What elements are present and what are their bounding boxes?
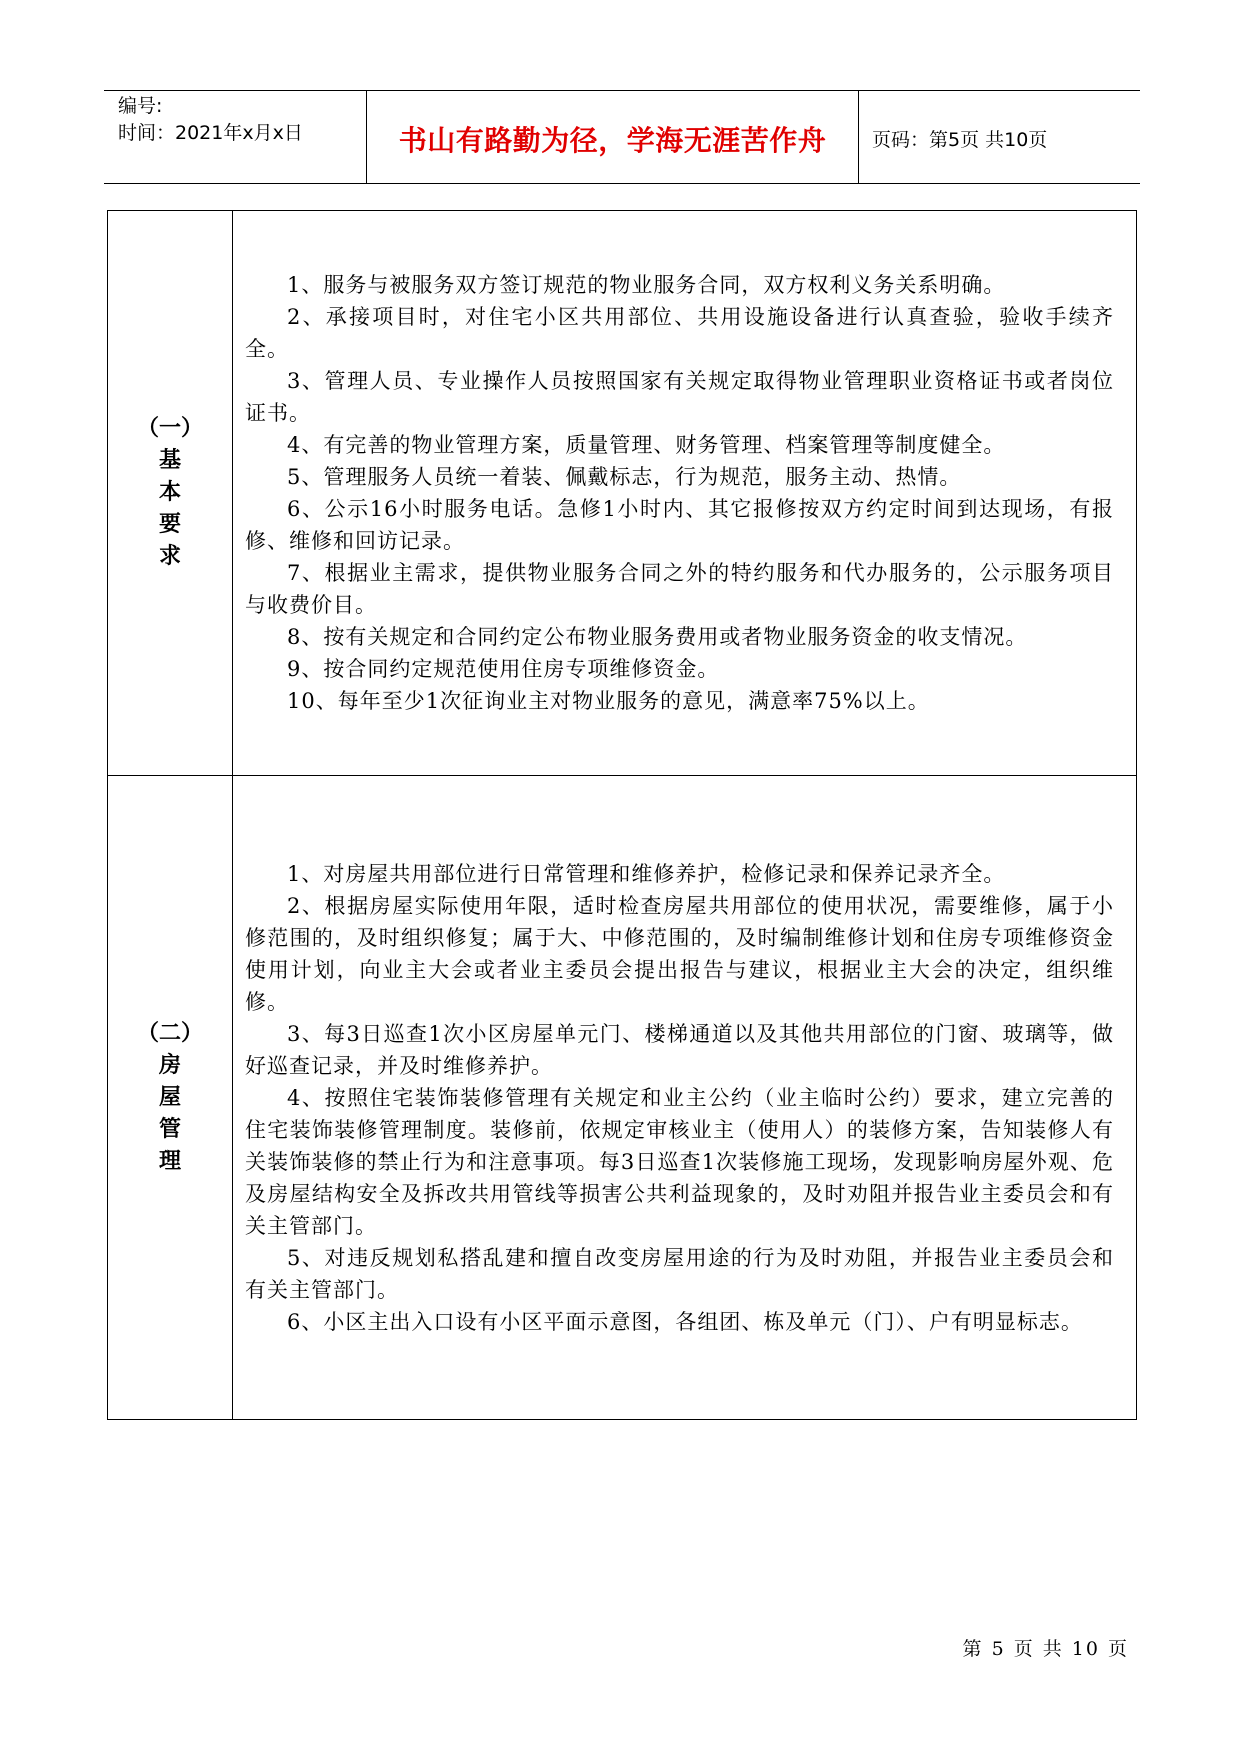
requirements-cell [233,211,1137,776]
page-footer: 第 5 页 共 10 页 [962,1638,1129,1660]
standards-table [107,210,1137,1420]
list-item: 1、对房屋共用部位进行日常管理和维修养护，检修记录和保养记录齐全。 [287,861,1006,886]
list-item: 6、小区主出入口设有小区平面示意图，各组团、栋及单元（门）、户有明显标志。 [287,1309,1083,1334]
requirements-cell [233,776,1137,1420]
document-time-label: 时间：2021年x月x日 [118,122,303,144]
requirements-list [245,858,1114,1338]
header-divider [858,91,859,183]
document-number-label: 编号: [118,95,163,117]
header-meta [118,93,303,147]
list-item: 1、服务与被服务双方签订规范的物业服务合同，双方权利义务关系明确。 [287,273,1006,297]
list-item: 6、公示16小时服务电话。急修1小时内、其它报修按双方约定时间到达现场，有报修、维修和回访记录。 [245,497,1114,553]
category-cell [108,211,233,776]
list-item: 8、按有关规定和合同约定公布物业服务费用或者物业服务资金的收支情况。 [287,625,1028,649]
list-item: 7、根据业主需求，提供物业服务合同之外的特约服务和代办服务的，公示服务项目与收费价目。 [245,561,1114,617]
category-number: （一） [136,416,203,441]
category-title: 房 屋 管 理 [158,1052,181,1174]
list-item: 3、管理人员、专业操作人员按照国家有关规定取得物业管理职业资格证书或者岗位证书。 [245,369,1114,425]
page-header [104,90,1140,184]
list-item: 4、按照住宅装饰装修管理有关规定和业主公约（业主临时公约）要求，建立完善的住宅装饰装修管理制度。装修前，依规定审核业主（使用人）的装修方案，告知装修人有关装饰装修的禁止行为和注意事项。每3日巡查1次装修施工现场，发现影响房屋外观、危及房屋结构安全及拆改共用管线等损害公共利益现象的，及时劝阻并报告业主委员会和有关主管部门。 [245,1085,1114,1238]
header-page-number: 页码：第5页 共10页 [872,129,1048,151]
list-item: 2、承接项目时，对住宅小区共用部位、共用设施设备进行认真查验，验收手续齐全。 [245,305,1114,361]
list-item: 2、根据房屋实际使用年限，适时检查房屋共用部位的使用状况，需要维修，属于小修范围的，及时组织修复；属于大、中修范围的，及时编制维修计划和住房专项维修资金使用计划，向业主大会或者业主委员会提出报告与建议，根据业主大会的决定，组织维修。 [245,893,1114,1014]
list-item: 3、每3日巡查1次小区房屋单元门、楼梯通道以及其他共用部位的门窗、玻璃等，做好巡查记录，并及时维修养护。 [245,1021,1114,1078]
list-item: 9、按合同约定规范使用住房专项维修资金。 [287,657,720,681]
list-item: 5、对违反规划私搭乱建和擅自改变房屋用途的行为及时劝阻，并报告业主委员会和有关主管部门。 [245,1245,1114,1302]
list-item: 5、管理服务人员统一着装、佩戴标志，行为规范，服务主动、热情。 [287,465,962,489]
list-item: 10、每年至少1次征询业主对物业服务的意见，满意率75%以上。 [287,689,930,713]
list-item: 4、有完善的物业管理方案，质量管理、财务管理、档案管理等制度健全。 [287,433,1006,457]
category-number: （二） [136,1020,203,1046]
requirements-list [245,269,1114,717]
category-title: 基 本 要 求 [158,448,181,569]
category-cell [108,776,233,1420]
table-row [108,776,1137,1420]
header-motto: 书山有路勤为径，学海无涯苦作舟 [398,124,827,157]
table-row [108,211,1137,776]
